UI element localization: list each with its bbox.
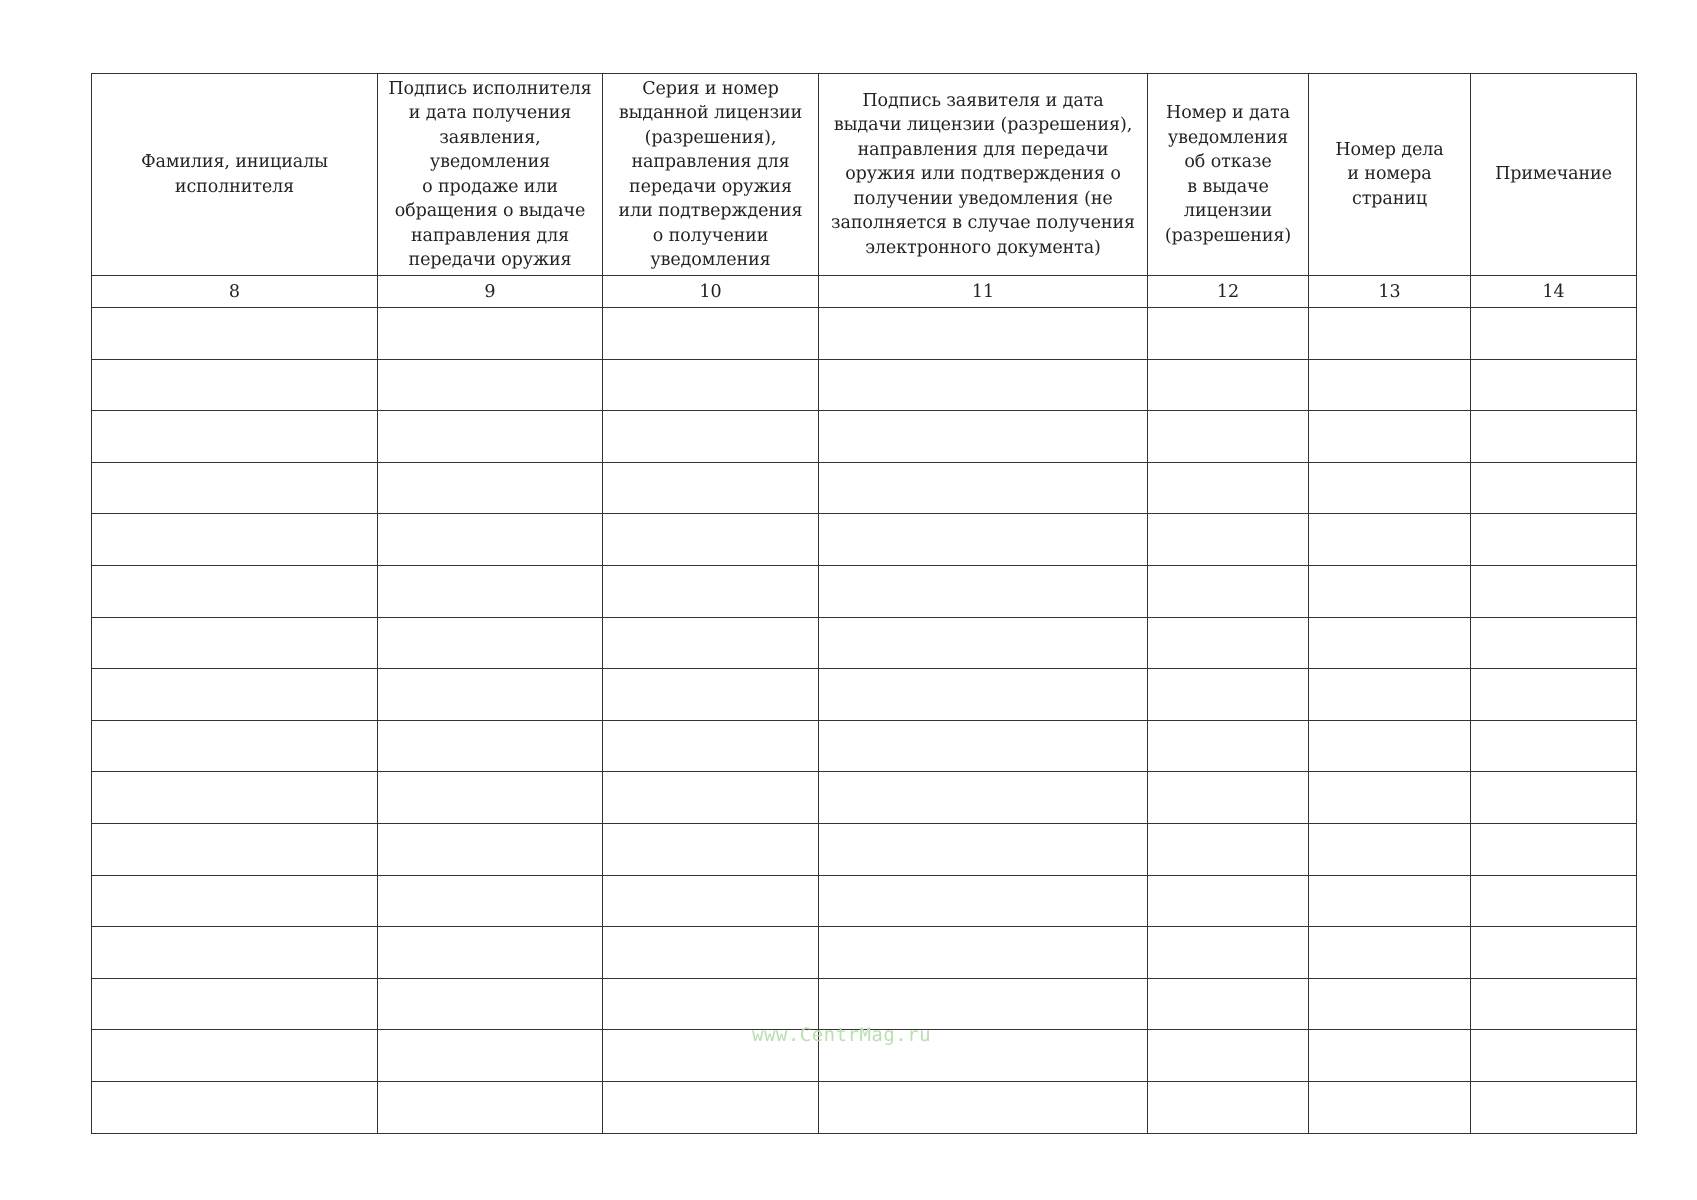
table-row [92, 1081, 1637, 1133]
table-cell[interactable] [92, 462, 378, 514]
header-note-text: Примечание [1495, 164, 1612, 185]
table-cell[interactable] [92, 772, 378, 824]
table-cell[interactable] [1148, 669, 1309, 721]
header-executor-signature [378, 74, 603, 276]
header-case-number-text: Номер дела и номера страниц [1335, 139, 1444, 209]
table-cell[interactable] [92, 669, 378, 721]
header-executor-name-text: Фамилия, инициалы исполнителя [141, 152, 328, 197]
table-cell[interactable] [1309, 1081, 1471, 1133]
table-cell[interactable] [603, 617, 819, 669]
header-license-series-text: Серия и номер выданной лицензии (разрешения), направления для передачи оружия или подтверждения о получении уведомления [618, 78, 803, 270]
table-cell[interactable] [92, 514, 378, 566]
table-cell[interactable] [1471, 720, 1637, 772]
table-cell[interactable] [1471, 565, 1637, 617]
table-cell[interactable] [603, 669, 819, 721]
table-cell[interactable] [1309, 669, 1471, 721]
table-cell[interactable] [1309, 462, 1471, 514]
table-cell[interactable] [819, 669, 1148, 721]
table-cell[interactable] [1471, 411, 1637, 463]
column-number: 14 [1471, 276, 1637, 308]
table-cell[interactable] [1309, 720, 1471, 772]
column-number: 12 [1148, 276, 1309, 308]
table-row [92, 875, 1637, 927]
table-cell[interactable] [378, 308, 603, 360]
column-number: 13 [1309, 276, 1471, 308]
table-cell[interactable] [1148, 875, 1309, 927]
table-cell[interactable] [92, 359, 378, 411]
table-cell[interactable] [1148, 978, 1309, 1030]
table-cell[interactable] [92, 411, 378, 463]
table-row [92, 772, 1637, 824]
table-row [92, 823, 1637, 875]
table-cell[interactable] [1309, 875, 1471, 927]
table-cell[interactable] [1309, 617, 1471, 669]
register-table [91, 73, 1637, 1134]
table-cell[interactable] [378, 565, 603, 617]
table-cell[interactable] [819, 978, 1148, 1030]
table-row [92, 720, 1637, 772]
header-case-number [1309, 74, 1471, 276]
table-row [92, 359, 1637, 411]
table-cell[interactable] [603, 720, 819, 772]
table-cell[interactable] [378, 772, 603, 824]
table-cell[interactable] [603, 1081, 819, 1133]
table-cell[interactable] [603, 823, 819, 875]
table-cell[interactable] [819, 927, 1148, 979]
table-cell[interactable] [1471, 772, 1637, 824]
table-cell[interactable] [603, 772, 819, 824]
table-cell[interactable] [819, 359, 1148, 411]
table-row [92, 927, 1637, 979]
table-cell[interactable] [603, 462, 819, 514]
table-row [92, 411, 1637, 463]
table-cell[interactable] [378, 669, 603, 721]
column-number: 11 [819, 276, 1148, 308]
table-cell[interactable] [603, 308, 819, 360]
table-cell[interactable] [378, 411, 603, 463]
table-cell[interactable] [92, 617, 378, 669]
table-body [92, 308, 1637, 1134]
table-cell[interactable] [819, 565, 1148, 617]
table-cell[interactable] [92, 1030, 378, 1082]
table-cell[interactable] [92, 308, 378, 360]
table-cell[interactable] [1148, 462, 1309, 514]
table-cell[interactable] [819, 875, 1148, 927]
table-cell[interactable] [92, 823, 378, 875]
table-cell[interactable] [819, 514, 1148, 566]
table-cell[interactable] [819, 1081, 1148, 1133]
column-number: 8 [92, 276, 378, 308]
header-applicant-signature [819, 74, 1148, 276]
table-cell[interactable] [603, 514, 819, 566]
header-applicant-signature-text: Подпись заявителя и дата выдачи лицензии (разрешения), направления для передачи оружия или подтверждения о получении уведомления (не заполняется в случае получения электронного документа) [831, 90, 1135, 258]
table-cell[interactable] [92, 1081, 378, 1133]
table-cell[interactable] [378, 823, 603, 875]
table-row [92, 978, 1637, 1030]
table-cell[interactable] [92, 875, 378, 927]
header-license-series [603, 74, 819, 276]
table-cell[interactable] [1471, 875, 1637, 927]
table-cell[interactable] [1471, 359, 1637, 411]
table-row [92, 617, 1637, 669]
table-cell[interactable] [603, 411, 819, 463]
table-cell[interactable] [1471, 617, 1637, 669]
table-cell[interactable] [603, 927, 819, 979]
table-cell[interactable] [603, 978, 819, 1030]
table-cell[interactable] [378, 359, 603, 411]
table-cell[interactable] [1148, 308, 1309, 360]
table-cell[interactable] [1148, 1081, 1309, 1133]
table-cell[interactable] [378, 1030, 603, 1082]
table-row [92, 308, 1637, 360]
table-cell[interactable] [1309, 308, 1471, 360]
table-cell[interactable] [819, 720, 1148, 772]
table-cell[interactable] [1148, 927, 1309, 979]
table-cell[interactable] [378, 720, 603, 772]
table-cell[interactable] [1471, 514, 1637, 566]
table-cell[interactable] [1471, 1030, 1637, 1082]
table-cell[interactable] [603, 565, 819, 617]
table-cell[interactable] [1148, 772, 1309, 824]
table-cell[interactable] [1148, 514, 1309, 566]
table-cell[interactable] [1471, 1081, 1637, 1133]
table-cell[interactable] [378, 875, 603, 927]
table-cell[interactable] [378, 978, 603, 1030]
table-cell[interactable] [1309, 411, 1471, 463]
header-executor-signature-text: Подпись исполнителя и дата получения заявления, уведомления о продаже или обращения о выдаче направления для передачи оружия [388, 78, 592, 270]
table-row [92, 565, 1637, 617]
table-cell[interactable] [1471, 927, 1637, 979]
table-cell[interactable] [378, 1081, 603, 1133]
header-row [92, 74, 1637, 276]
table-cell[interactable] [819, 308, 1148, 360]
table-cell[interactable] [92, 978, 378, 1030]
table-cell[interactable] [1148, 720, 1309, 772]
table-cell[interactable] [1309, 1030, 1471, 1082]
table-cell[interactable] [1148, 1030, 1309, 1082]
table-cell[interactable] [1309, 978, 1471, 1030]
table-row [92, 514, 1637, 566]
table-cell[interactable] [1309, 514, 1471, 566]
header-note [1471, 74, 1637, 276]
table-cell[interactable] [92, 720, 378, 772]
table-cell[interactable] [1471, 462, 1637, 514]
header-refusal-notice [1148, 74, 1309, 276]
table-cell[interactable] [1309, 565, 1471, 617]
table-cell[interactable] [1471, 978, 1637, 1030]
table-cell[interactable] [1309, 772, 1471, 824]
table-cell[interactable] [1309, 359, 1471, 411]
table-cell[interactable] [819, 411, 1148, 463]
table-row [92, 669, 1637, 721]
table-cell[interactable] [603, 875, 819, 927]
table-cell[interactable] [819, 617, 1148, 669]
table-cell[interactable] [92, 565, 378, 617]
table-cell[interactable] [1148, 823, 1309, 875]
table-row [92, 462, 1637, 514]
table-cell[interactable] [819, 823, 1148, 875]
table-cell[interactable] [1309, 823, 1471, 875]
table-cell[interactable] [378, 617, 603, 669]
column-number-row [92, 276, 1637, 308]
table-cell[interactable] [1148, 617, 1309, 669]
table-cell[interactable] [1148, 565, 1309, 617]
table-cell[interactable] [1471, 669, 1637, 721]
table-cell[interactable] [378, 927, 603, 979]
column-number: 9 [378, 276, 603, 308]
table-cell[interactable] [1471, 823, 1637, 875]
table-cell[interactable] [92, 927, 378, 979]
table-cell[interactable] [378, 462, 603, 514]
table-cell[interactable] [603, 359, 819, 411]
table-cell[interactable] [819, 772, 1148, 824]
header-refusal-notice-text: Номер и дата уведомления об отказе в выдаче лицензии (разрешения) [1164, 103, 1292, 246]
table-cell[interactable] [1471, 308, 1637, 360]
watermark-text: www.CentrMag.ru [752, 1024, 932, 1046]
table-cell[interactable] [819, 462, 1148, 514]
table-cell[interactable] [1148, 359, 1309, 411]
header-executor-name [92, 74, 378, 276]
table-cell[interactable] [378, 514, 603, 566]
table-cell[interactable] [1309, 927, 1471, 979]
column-number: 10 [603, 276, 819, 308]
table-cell[interactable] [1148, 411, 1309, 463]
